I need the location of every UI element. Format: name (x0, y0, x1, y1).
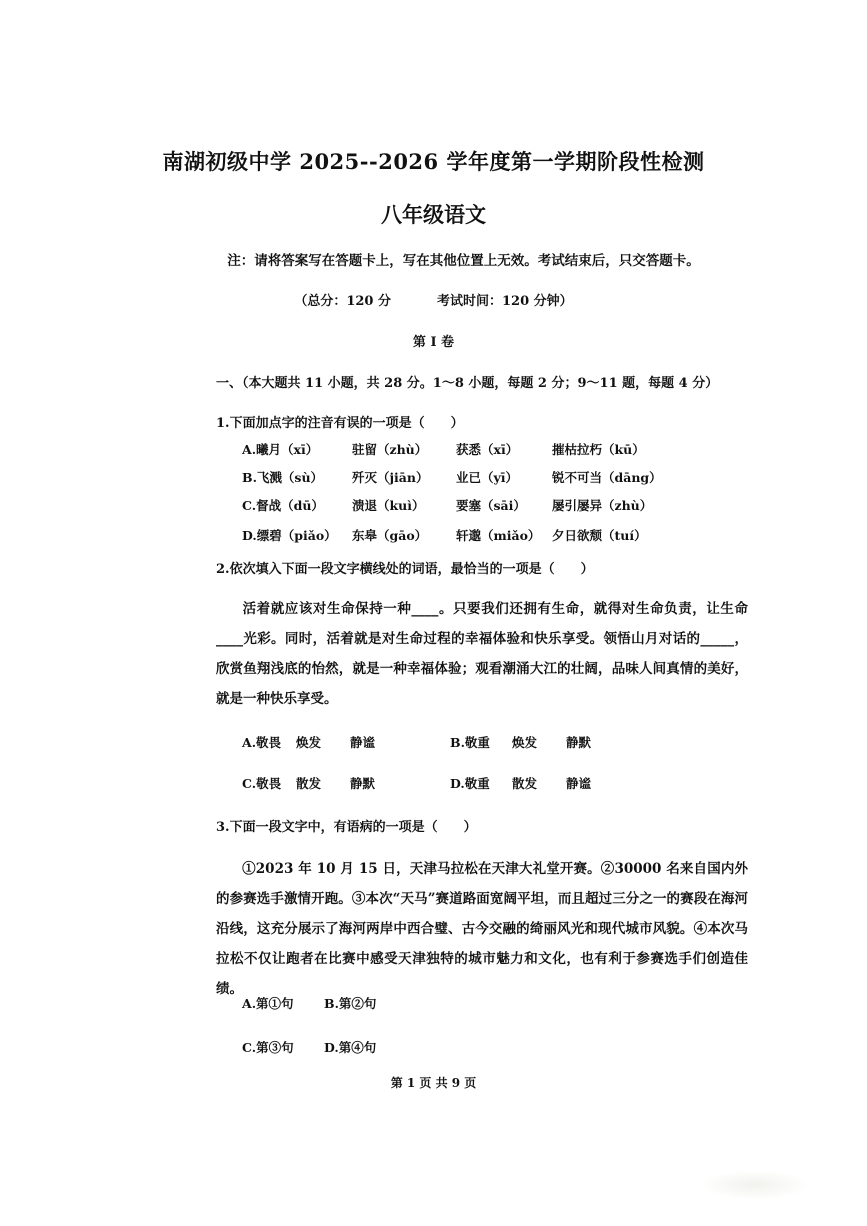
q1-option: 东皋（gāo） (352, 528, 428, 543)
q1-option: A.曦月（xī） (242, 442, 319, 457)
q3-stem: 3.下面一段文字中，有语病的一项是（ ） (216, 820, 477, 835)
q1-option: 屡引屡异（zhù） (552, 498, 653, 513)
q1-option: 业已（yī） (456, 470, 519, 485)
q3-option: D.第④句 (324, 1040, 377, 1055)
q2-option: 静默 (350, 776, 376, 791)
q1-option: C.督战（dū） (242, 498, 324, 513)
q1-option: B.飞溅（sù） (242, 470, 324, 485)
score-time-info (0, 290, 867, 309)
q1-option: D.缥碧（piǎo） (242, 528, 337, 543)
q3-option: C.第③句 (242, 1040, 294, 1055)
total-score: （总分：120 分 (294, 294, 391, 309)
exam-time: 考试时间：120 分钟） (437, 294, 573, 309)
q3-passage (216, 854, 748, 1004)
q1-option: 要塞（sāi） (456, 498, 526, 513)
q1-option: 摧枯拉朽（kū） (552, 442, 645, 457)
q2-passage (216, 594, 748, 714)
q2-option: 静谧 (350, 735, 376, 750)
q2-option: C.敬畏 (242, 776, 282, 791)
exam-subject: 八年级语文 (381, 202, 486, 227)
q2-option: 散发 (296, 776, 322, 791)
page-number: 第 1 页 共 9 页 (390, 1076, 477, 1090)
q2-passage-text: 活着就应该对生命保持一种____。只要我们还拥有生命，就得对生命负责，让生命____光彩。同时，活着就是对生命过程的幸福体验和快乐享受。领悟山月对话的_____，欣赏鱼翔浅底的怡然，就是一种幸福体验；观看潮涌大江的壮阔，品味人间真情的美好，就是一种快乐享受。 (216, 601, 748, 707)
q2-option: B.敬重 (450, 735, 490, 750)
q2-option: 静默 (566, 735, 592, 750)
q1-option: 歼灭（jiān） (352, 470, 429, 485)
q1-option: 锐不可当（dāng） (552, 470, 662, 485)
volume-label: 第 I 卷 (412, 335, 455, 350)
q2-option: A.敬畏 (242, 735, 282, 750)
exam-title: 南湖初级中学 2025--2026 学年度第一学期阶段性检测 (162, 149, 705, 174)
q2-option: 焕发 (512, 735, 538, 750)
q2-option: 散发 (512, 776, 538, 791)
q2-option: D.敬重 (450, 776, 490, 791)
q1-option: 溃退（kuì） (352, 498, 425, 513)
q2-option: 焕发 (296, 735, 322, 750)
q1-option: 夕日欲颓（tuí） (552, 528, 647, 543)
q2-option: 静谧 (566, 776, 592, 791)
q1-option: 获悉（xī） (456, 442, 519, 457)
q1-option: 轩邈（miǎo） (456, 528, 541, 543)
q1-stem: 1.下面加点字的注音有误的一项是（ ） (216, 416, 464, 431)
scan-smudge (700, 1170, 810, 1200)
q3-option: B.第②句 (324, 996, 377, 1011)
q2-stem: 2.依次填入下面一段文字横线处的词语，最恰当的一项是（ ） (216, 562, 594, 577)
q1-option: 驻留（zhù） (352, 442, 428, 457)
q3-passage-text: ①2023 年 10 月 15 日，天津马拉松在天津大礼堂开赛。②30000 名来自国内外的参赛选手激情开跑。③本次“天马”赛道路面宽阔平坦，而且超过三分之一的赛段在海河沿线，这充分展示了海河两岸中西合璧、古今交融的绮丽风光和现代城市风貌。④本次马拉松不仅让跑者在比赛中感受天津独特的城市魅力和文化，也有利于参赛选手们创造佳绩。 (216, 861, 748, 997)
exam-note: 注：请将答案写在答题卡上，写在其他位置上无效。考试结束后，只交答题卡。 (227, 253, 700, 269)
q3-option: A.第①句 (242, 996, 294, 1011)
section-heading: 一、（本大题共 11 小题，共 28 分。1～8 小题，每题 2 分；9～11 题，每题 4 分） (216, 376, 719, 391)
